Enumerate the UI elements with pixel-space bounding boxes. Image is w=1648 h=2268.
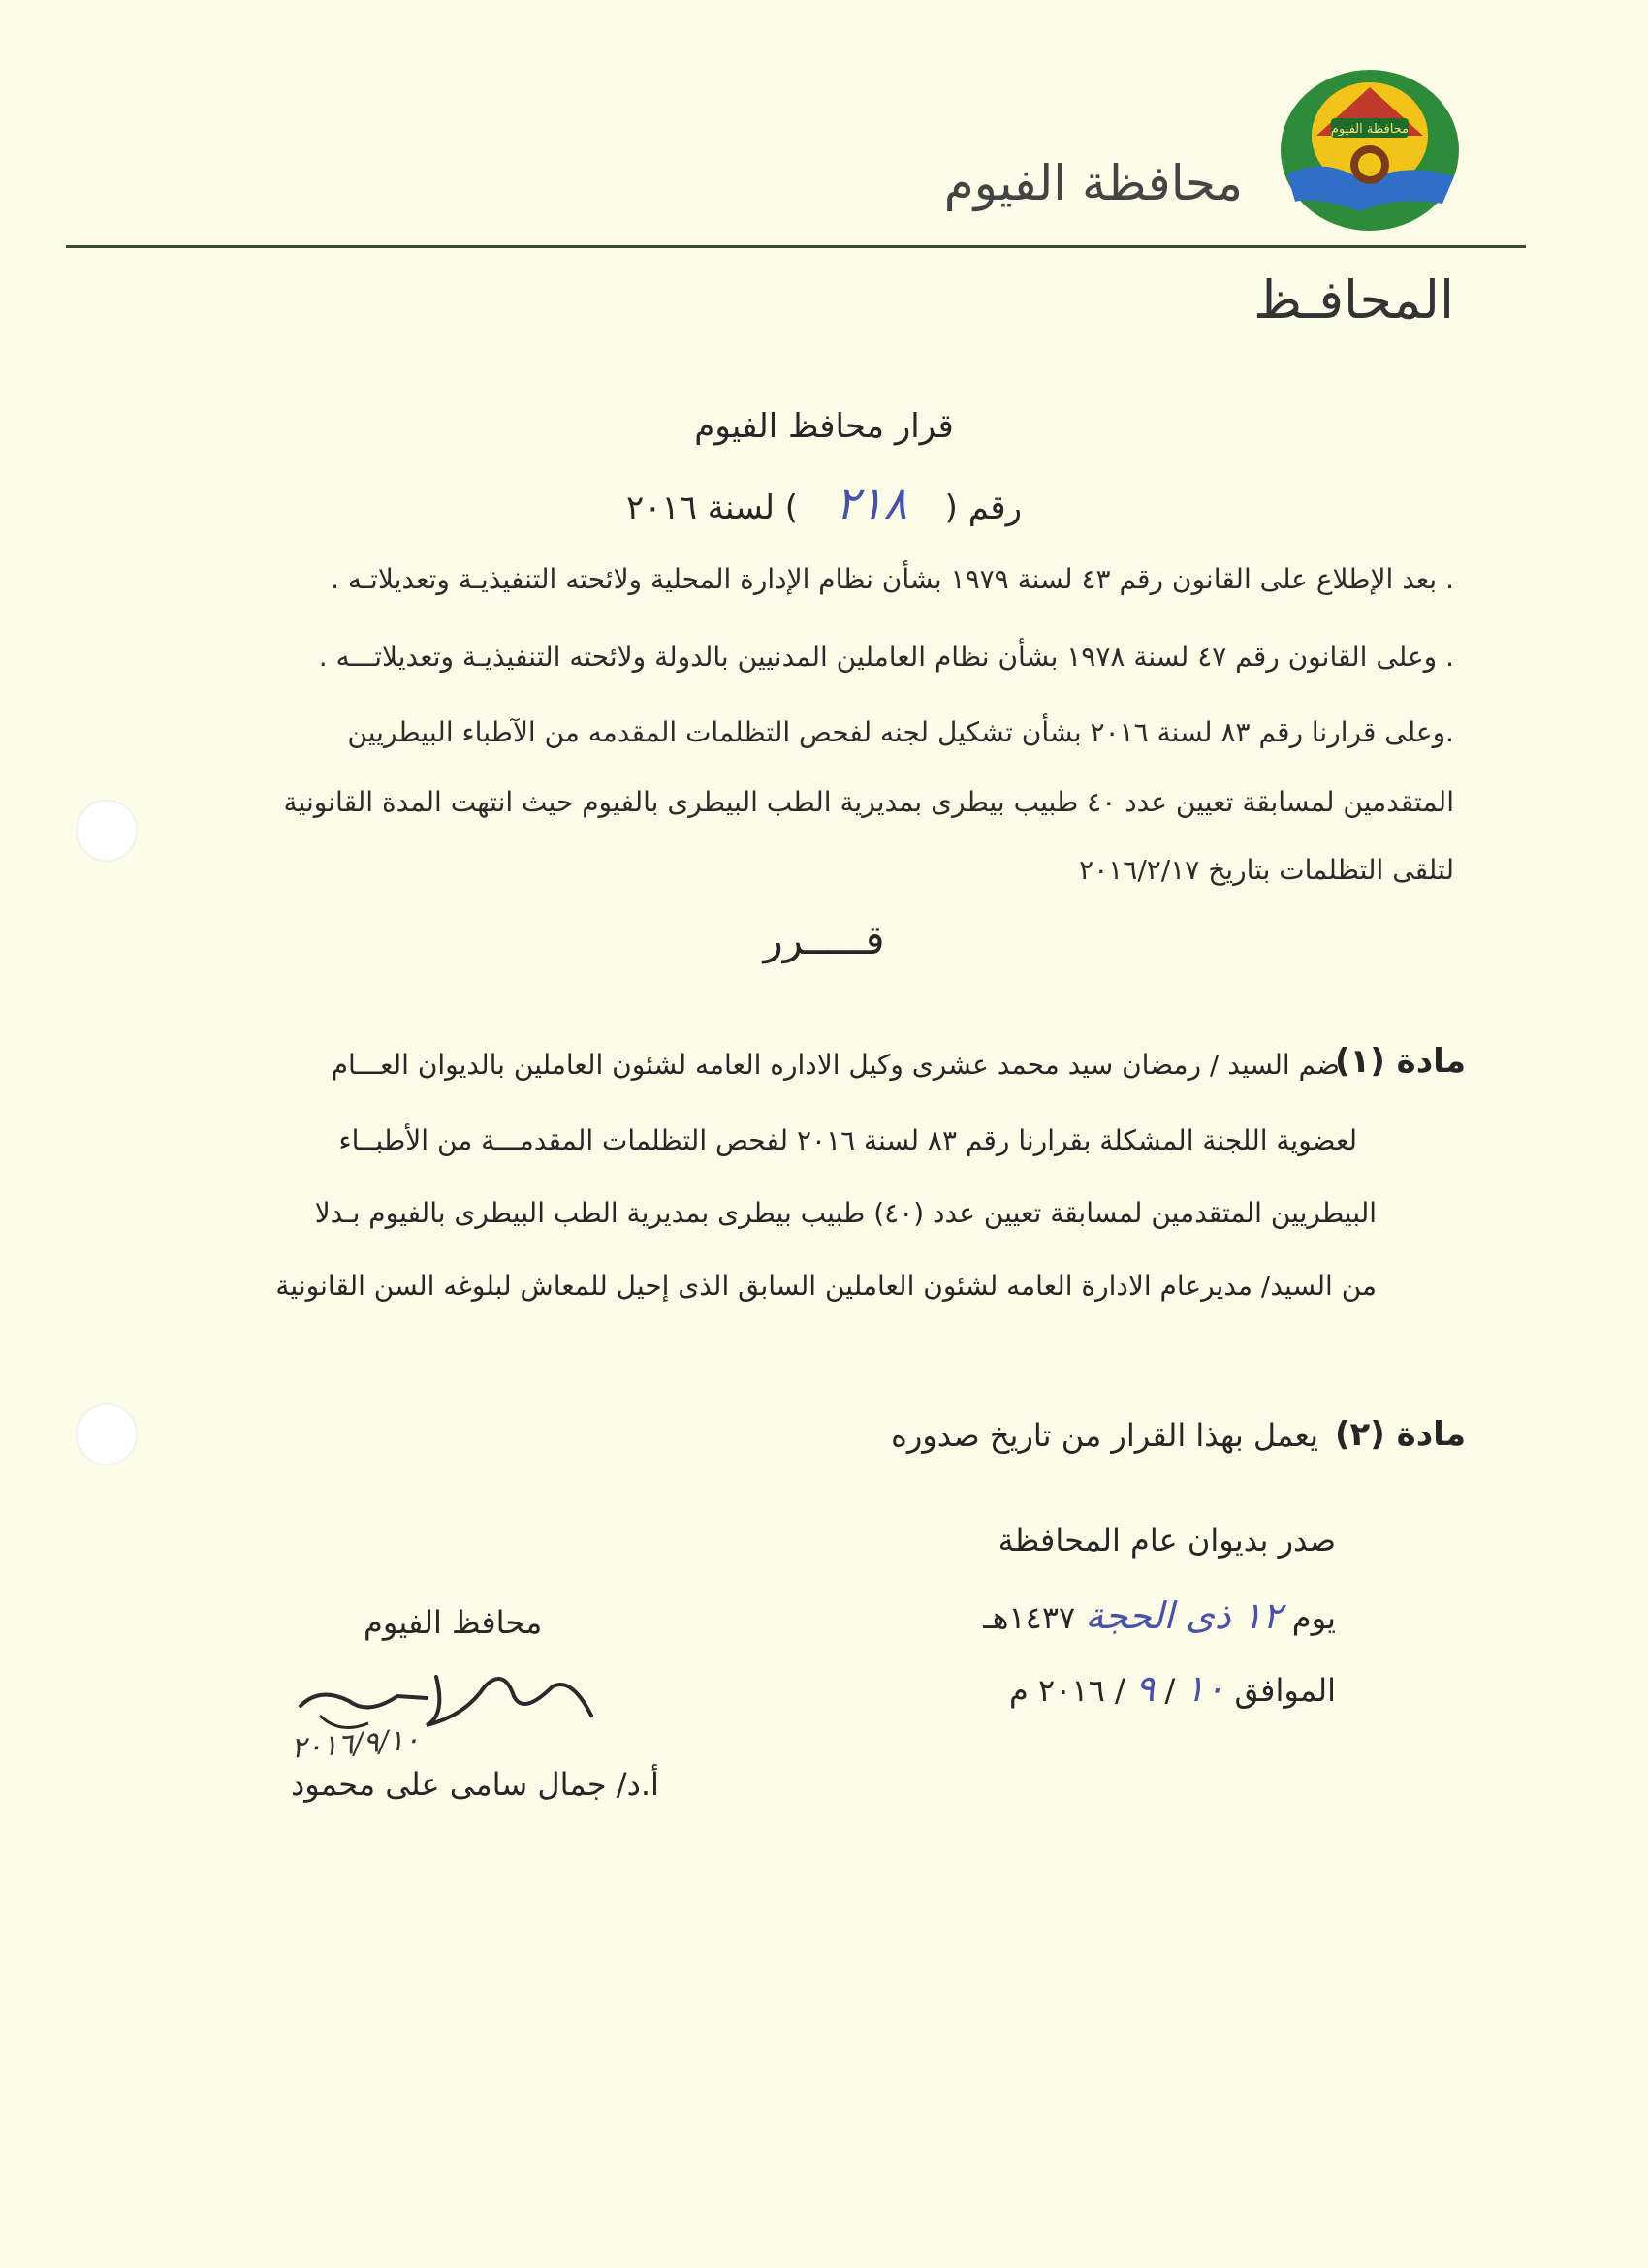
hijri-year: ١٤٣٧هـ	[983, 1599, 1076, 1636]
handwritten-day: ١٢ ذى الحجة	[1085, 1594, 1283, 1637]
article-1-line: من السيد/ مديرعام الادارة العامه لشئون العاملين السابق الذى إحيل للمعاش لبلوغه السن القانونية	[275, 1270, 1377, 1302]
decision-title: قرار محافظ الفيوم	[694, 407, 954, 446]
governorate-emblem	[1278, 68, 1462, 233]
article-2-text: يعمل بهذا القرار من تاريخ صدوره	[891, 1417, 1318, 1454]
handwritten-number: ٢١٨	[835, 477, 907, 529]
office-title: المحافـظ	[1253, 269, 1454, 331]
preamble-line: . بعد الإطلاع على القانون رقم ٤٣ لسنة ١٩٧٩ بشأن نظام الإدارة المحلية ولائحته التنفيذيـة وتعديلاتـه .	[331, 563, 1454, 595]
corresponding-label: الموافق	[1234, 1672, 1336, 1709]
issued-at: صدر بديوان عام المحافظة	[998, 1522, 1336, 1559]
signatory-name: أ.د/ جمال سامى على محمود	[291, 1766, 659, 1803]
governorate-name: محافظة الفيوم	[943, 155, 1243, 211]
handwritten-greg-day: ١٠	[1185, 1667, 1225, 1710]
header-divider	[66, 245, 1526, 248]
preamble-line: . وعلى القانون رقم ٤٧ لسنة ١٩٧٨ بشأن نظام العاملين المدنيين بالدولة ولائحته التنفيذيـة وتعديلاتـــه .	[318, 641, 1454, 673]
decree-heading: قـــــرر	[763, 916, 885, 963]
preamble-line: المتقدمين لمسابقة تعيين عدد ٤٠ طبيب بيطرى بمديرية الطب البيطرى بالفيوم حيث انتهت المدة القانونية	[283, 786, 1454, 818]
punch-hole	[76, 1403, 138, 1465]
signatory-title: محافظ الفيوم	[364, 1604, 543, 1641]
day-label: يوم	[1291, 1599, 1336, 1636]
decision-number	[582, 477, 1066, 529]
punch-hole	[76, 800, 138, 862]
number-prefix: رقم (	[944, 488, 1023, 527]
number-suffix: ) لسنة ٢٠١٦	[625, 488, 799, 527]
article-2-heading: مادة (٢)	[1334, 1415, 1466, 1454]
preamble-line: لتلقى التظلمات بتاريخ ٢٠١٦/٢/١٧	[1079, 854, 1454, 886]
handwritten-greg-month: ٩	[1134, 1667, 1156, 1710]
greg-year: ٢٠١٦	[1038, 1672, 1105, 1709]
signature-date: ٢٠١٦/٩/١٠	[289, 1722, 422, 1766]
preamble-line: .وعلى قرارنا رقم ٨٣ لسنة ٢٠١٦ بشأن تشكيل لجنه لفحص التظلمات المقدمه من الآطباء البيطريين	[347, 716, 1454, 748]
article-1-line: البيطريين المتقدمين لمسابقة تعيين عدد (٤٠) طبيب بيطرى بمديرية الطب البيطرى بالفيوم بـدلا	[314, 1197, 1377, 1229]
article-1-heading: مادة (١)	[1334, 1042, 1466, 1081]
article-1-line: لعضوية اللجنة المشكلة بقرارنا رقم ٨٣ لسنة ٢٠١٦ لفحص التظلمات المقدمـــة من الأطبــاء	[338, 1124, 1357, 1156]
issued-day	[983, 1594, 1336, 1637]
greg-suffix: م	[1009, 1672, 1029, 1709]
emblem-text: محافظة الفيوم	[1330, 122, 1410, 137]
article-1-first-line: ضم السيد / رمضان سيد محمد عشرى وكيل الاداره العامه لشئون العاملين بالديوان العـــام	[331, 1049, 1340, 1081]
issued-gregorian: الموافق ١٠ / ٩ / ٢٠١٦ م	[1009, 1667, 1336, 1710]
